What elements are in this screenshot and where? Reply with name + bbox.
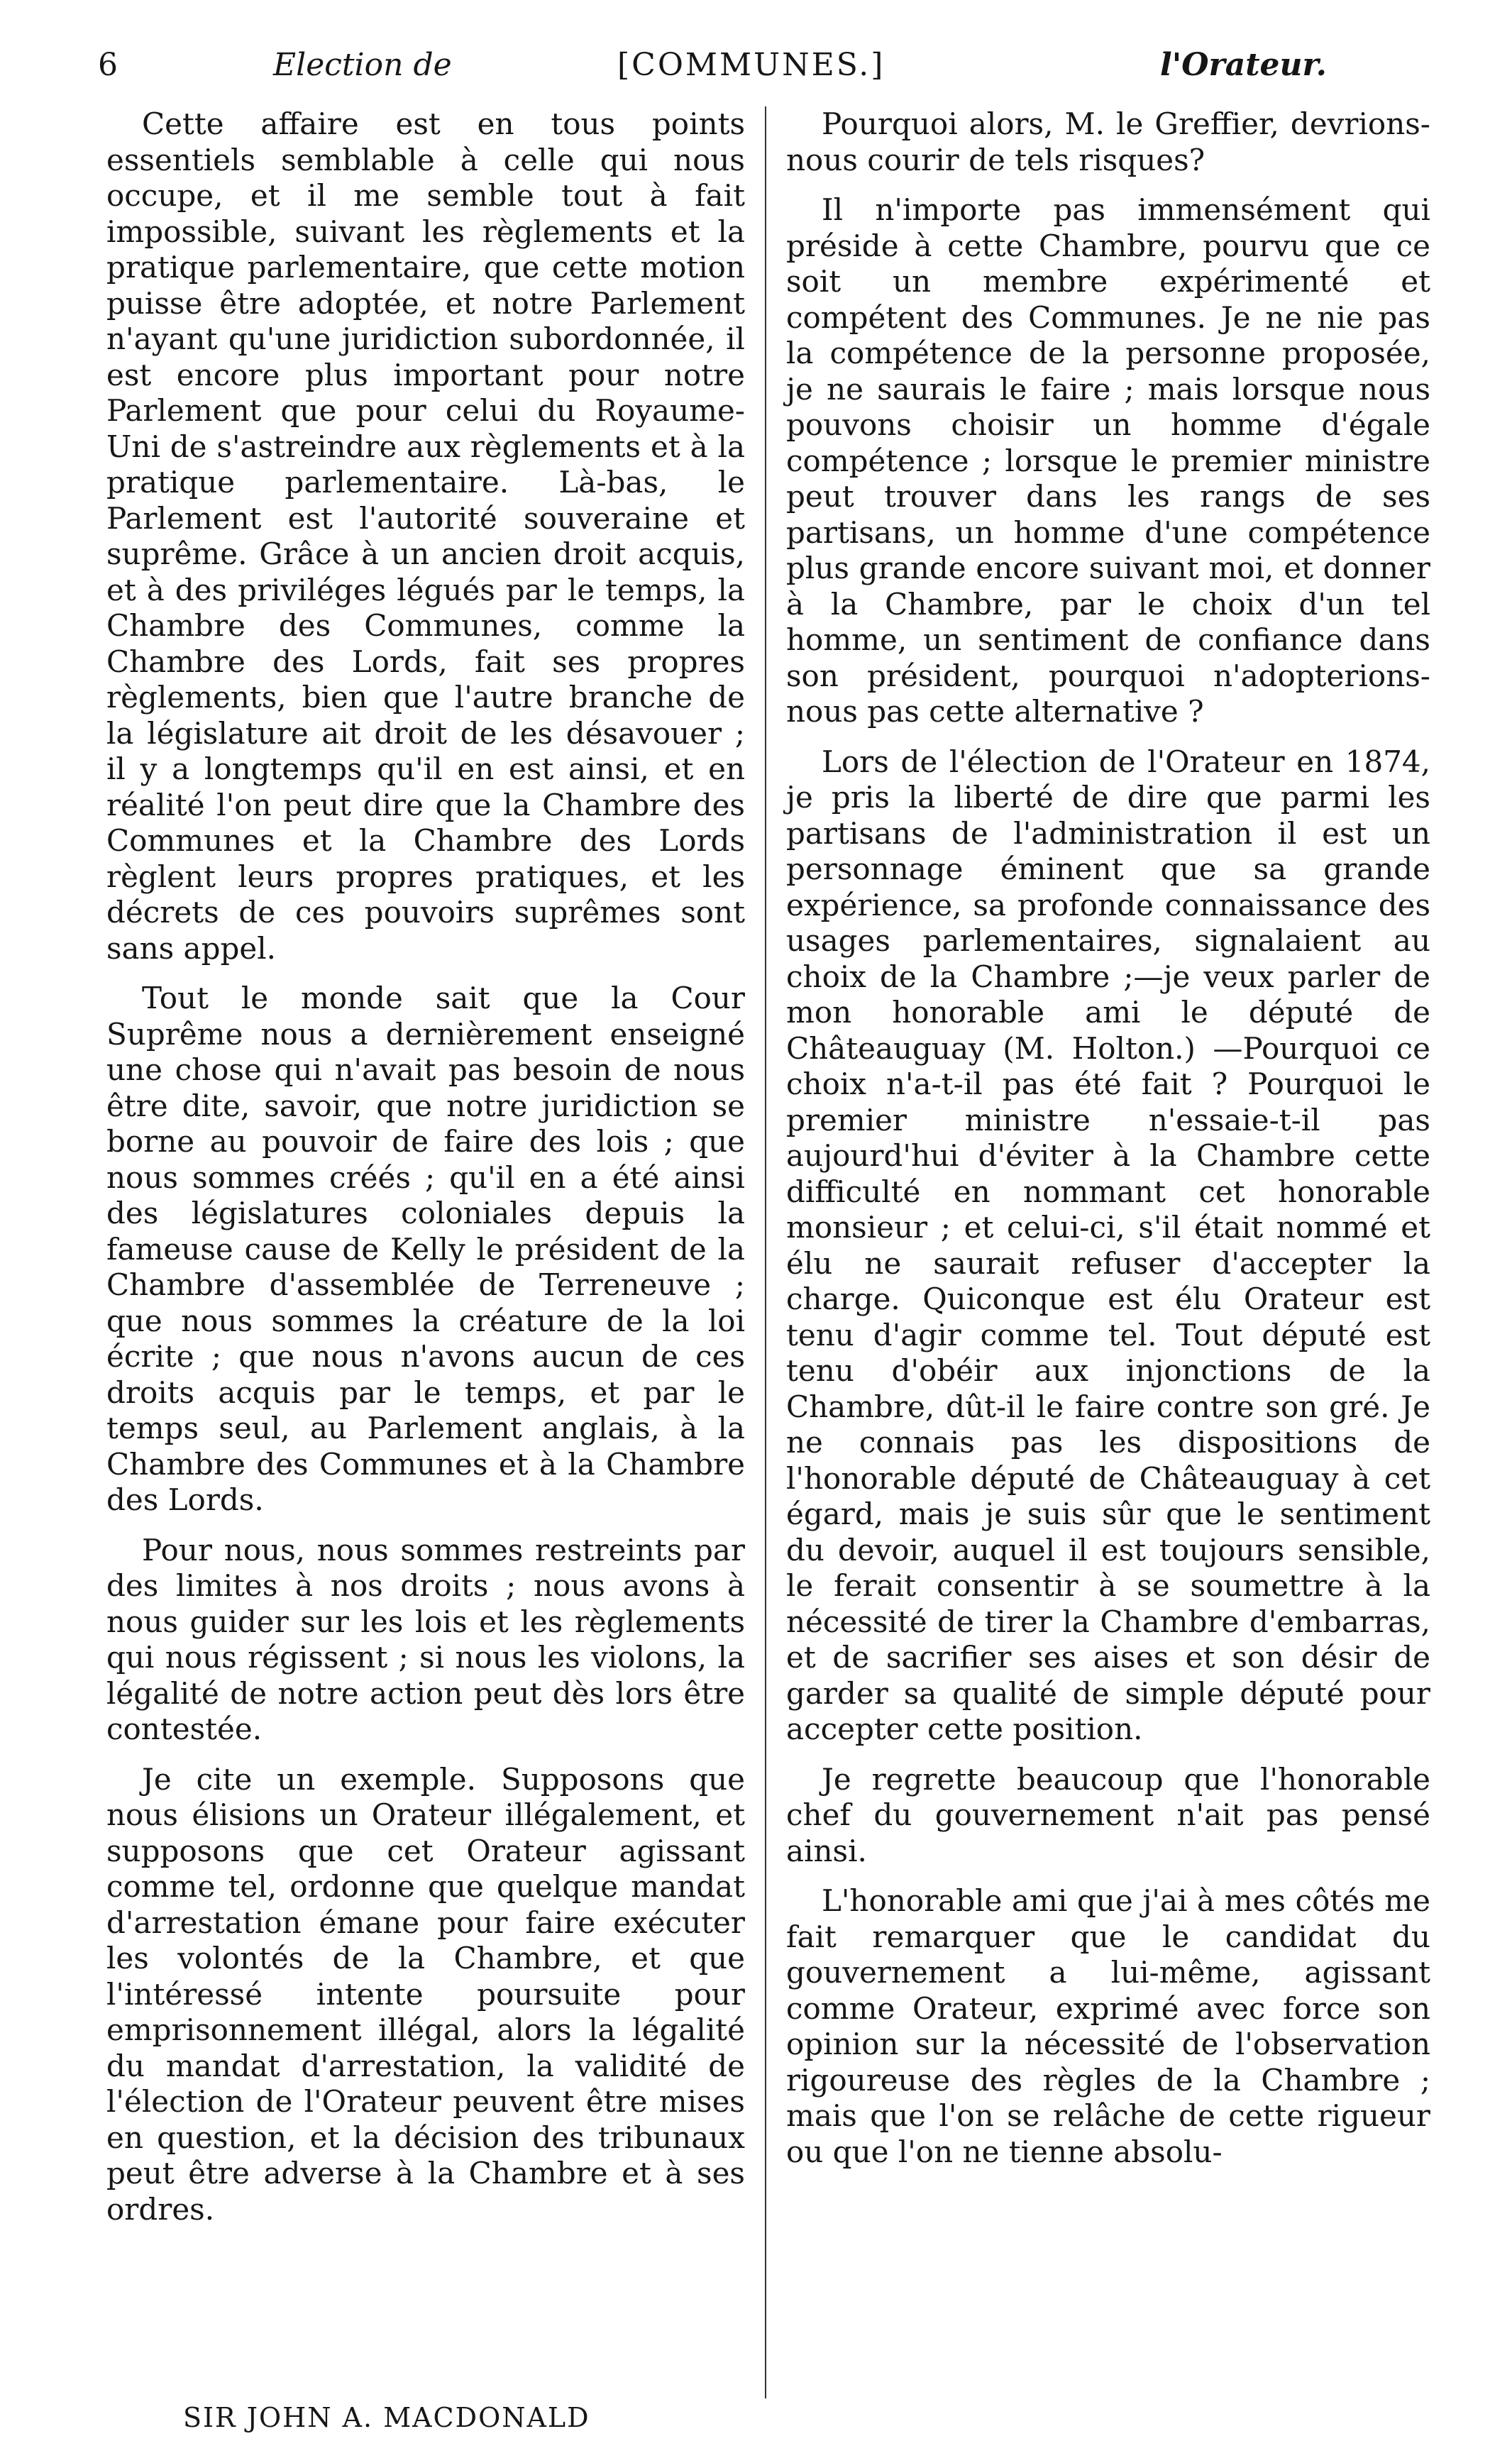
right-paragraph-5: L'honorable ami que j'ai à mes côtés me fait remarquer que le candidat du gouvernement a lui-même, agissant comme Orateur, exprimé avec force son opinion sur la nécessité de l'observation rigoureuse des règles de la Chambre ; mais que l'on se relâche de cette rigueur ou que l'on ne tienne absolu- (786, 1883, 1430, 2169)
right-paragraph-1: Pourquoi alors, M. le Greffier, devrions-nous courir de tels risques? (786, 106, 1430, 177)
right-paragraph-3: Lors de l'élection de l'Orateur en 1874, je pris la liberté de dire que parmi les partisans de l'administration il est un personnage éminent que sa grande expérience, sa profonde connaissance des usages parlementaires, signalaient au choix de la Chambre ;—je veux parler de mon honorable ami le député de Châteauguay (M. Holton.) —Pourquoi ce choix n'a-t-il pas été fait ? Pourquoi le premier ministre n'essaie-t-il pas aujourd'hui d'éviter à la Chambre cette difficulté en nommant cet honorable monsieur ; et celui-ci, s'il était nommé et élu ne saurait refuser d'accepter la charge. Quiconque est élu Orateur est tenu d'agir comme tel. Tout député est tenu d'obéir aux injonctions de la Chambre, dût-il le faire contre son gré. Je ne connais pas les dispositions de l'honorable député de Châteauguay à cet égard, mais je suis sûr que le sentiment du devoir, auquel il est toujours sensible, le ferait consentir à se soumettre à la nécessité de tirer la Chambre d'embarras, et de sacrifier ses aises et son désir de garder sa qualité de simple député pour accepter cette position. (786, 744, 1430, 1746)
right-column (786, 106, 1430, 2184)
speaker-signature: SIR JOHN A. MACDONALD (183, 2402, 590, 2433)
right-paragraph-2: Il n'importe pas immensément qui préside à cette Chambre, pourvu que ce soit un membre expérimenté et compétent des Communes. Je ne nie pas la compétence de la personne proposée, je ne saurais le faire ; mais lorsque nous pouvons choisir un homme d'égale compétence ; lorsque le premier ministre peut trouver dans les rangs de ses partisans, un homme d'une compétence plus grande encore suivant moi, et donner à la Chambre, par le choix d'un tel homme, un sentiment de confiance dans son président, pourquoi n'adopterions-nous pas cette alternative ? (786, 192, 1430, 729)
left-paragraph-3: Pour nous, nous sommes restreints par des limites à nos droits ; nous avons à nous guider sur les lois et les règlements qui nous régissent ; si nous les violons, la légalité de notre action peut dès lors être contestée. (106, 1532, 745, 1746)
column-divider (765, 106, 766, 2398)
header-right-title: l'Orateur. (1160, 47, 1327, 83)
page-number: 6 (98, 47, 118, 83)
page-header (92, 44, 1412, 101)
left-paragraph-2: Tout le monde sait que la Cour Suprême nous a dernièrement enseigné une chose qui n'avait pas besoin de nous être dite, savoir, que notre juridiction se borne au pouvoir de faire des lois ; que nous sommes créés ; qu'il en a été ainsi des législatures coloniales depuis la fameuse cause de Kelly le président de la Chambre d'assemblée de Terreneuve ; que nous sommes la créature de la loi écrite ; que nous n'avons aucun de ces droits acquis par le temps, et par le temps seul, au Parlement anglais, à la Chambre des Communes et à la Chambre des Lords. (106, 981, 745, 1517)
header-center-title: [COMMUNES.] (617, 47, 885, 83)
left-paragraph-1: Cette affaire est en tous points essentiels semblable à celle qui nous occupe, et il me semble tout à fait impossible, suivant les règlements et la pratique parlementaire, que cette motion puisse être adoptée, et notre Parlement n'ayant qu'une juridiction subordonnée, il est encore plus important pour notre Parlement que pour celui du Royaume-Uni de s'astreindre aux règlements et à la pratique parlementaire. Là-bas, le Parlement est l'autorité souveraine et suprême. Grâce à un ancien droit acquis, et à des priviléges légués par le temps, la Chambre des Communes, comme la Chambre des Lords, fait ses propres règlements, bien que l'autre branche de la législature ait droit de les désavouer ; il y a longtemps qu'il en est ainsi, et en réalité l'on peut dire que la Chambre des Communes et la Chambre des Lords règlent leurs propres pratiques, et les décrets de ces pouvoirs suprêmes sont sans appel. (106, 106, 745, 966)
left-paragraph-4: Je cite un exemple. Supposons que nous élisions un Orateur illégalement, et supposons que cet Orateur agissant comme tel, ordonne que quelque mandat d'arrestation émane pour faire exécuter les volontés de la Chambre, et que l'intéressé intente poursuite pour emprisonnement illégal, alors la légalité du mandat d'arrestation, la validité de l'élection de l'Orateur peuvent être mises en question, et la décision des tribunaux peut être adverse à la Chambre et à ses ordres. (106, 1761, 745, 2227)
left-column (106, 106, 745, 2242)
right-paragraph-4: Je regrette beaucoup que l'honorable chef du gouvernement n'ait pas pensé ainsi. (786, 1761, 1430, 1868)
header-left-title: Election de (273, 47, 452, 83)
